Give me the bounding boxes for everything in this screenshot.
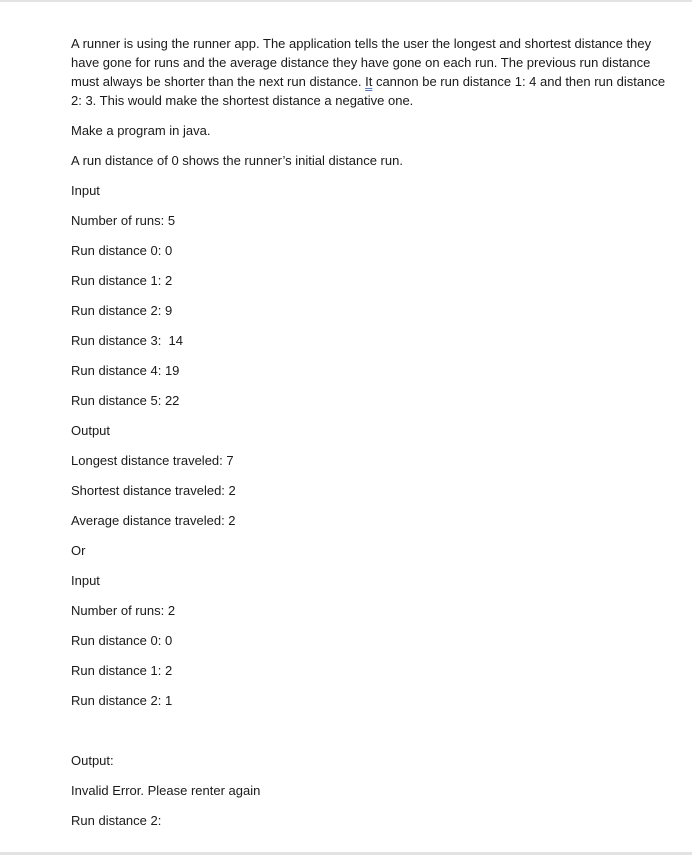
paragraph-line: Longest distance traveled: 7: [71, 453, 234, 468]
paragraph-line: Input: [71, 573, 100, 588]
paragraph-line: Make a program in java.: [71, 123, 211, 138]
paragraph-line: Input: [71, 183, 100, 198]
grammar-flagged-word[interactable]: It: [365, 74, 373, 89]
intro-text-start: A runner is using the runner app. The application tells the user the longest and shortest distance they have gone for runs and the average distance they have gone on each run. The previous run distance must always be shorter than the next run distance.: [71, 36, 652, 89]
document-body: [71, 34, 676, 828]
paragraph-line: Run distance 1: 2: [71, 273, 173, 288]
paragraph-line: Number of runs: 2: [71, 603, 176, 618]
paragraph-line: Run distance 5: 22: [71, 393, 180, 408]
paragraph-line: Average distance traveled: 2: [71, 513, 236, 528]
intro-text-end: cannon be run distance 1: 4 and then run distance 2: 3. This would make the shortest distance a negative one.: [71, 74, 666, 108]
paragraph-line: Run distance 1: 2: [71, 663, 173, 678]
paragraph-line: Run distance 3: 14: [71, 333, 184, 348]
paragraph-line: Output: [71, 423, 111, 438]
paragraph-line: Output:: [71, 753, 114, 768]
paragraph-line: Number of runs: 5: [71, 213, 176, 228]
paragraph-line: Run distance 2: 9: [71, 303, 173, 318]
paragraph-line: Run distance 4: 19: [71, 363, 180, 378]
paragraph-line: Run distance 0: 0: [71, 243, 173, 258]
paragraph-line: Run distance 0: 0: [71, 633, 173, 648]
paragraph-line: Or: [71, 543, 86, 558]
paragraph-line: Run distance 2:: [71, 813, 162, 828]
paragraph-line: Shortest distance traveled: 2: [71, 483, 236, 498]
paragraph-line: A run distance of 0 shows the runner’s initial distance run.: [71, 153, 403, 168]
paragraph-line: Invalid Error. Please renter again: [71, 783, 261, 798]
paragraph-line: Run distance 2: 1: [71, 693, 173, 708]
intro-paragraph: [71, 34, 676, 110]
page-top-edge: [0, 0, 692, 2]
